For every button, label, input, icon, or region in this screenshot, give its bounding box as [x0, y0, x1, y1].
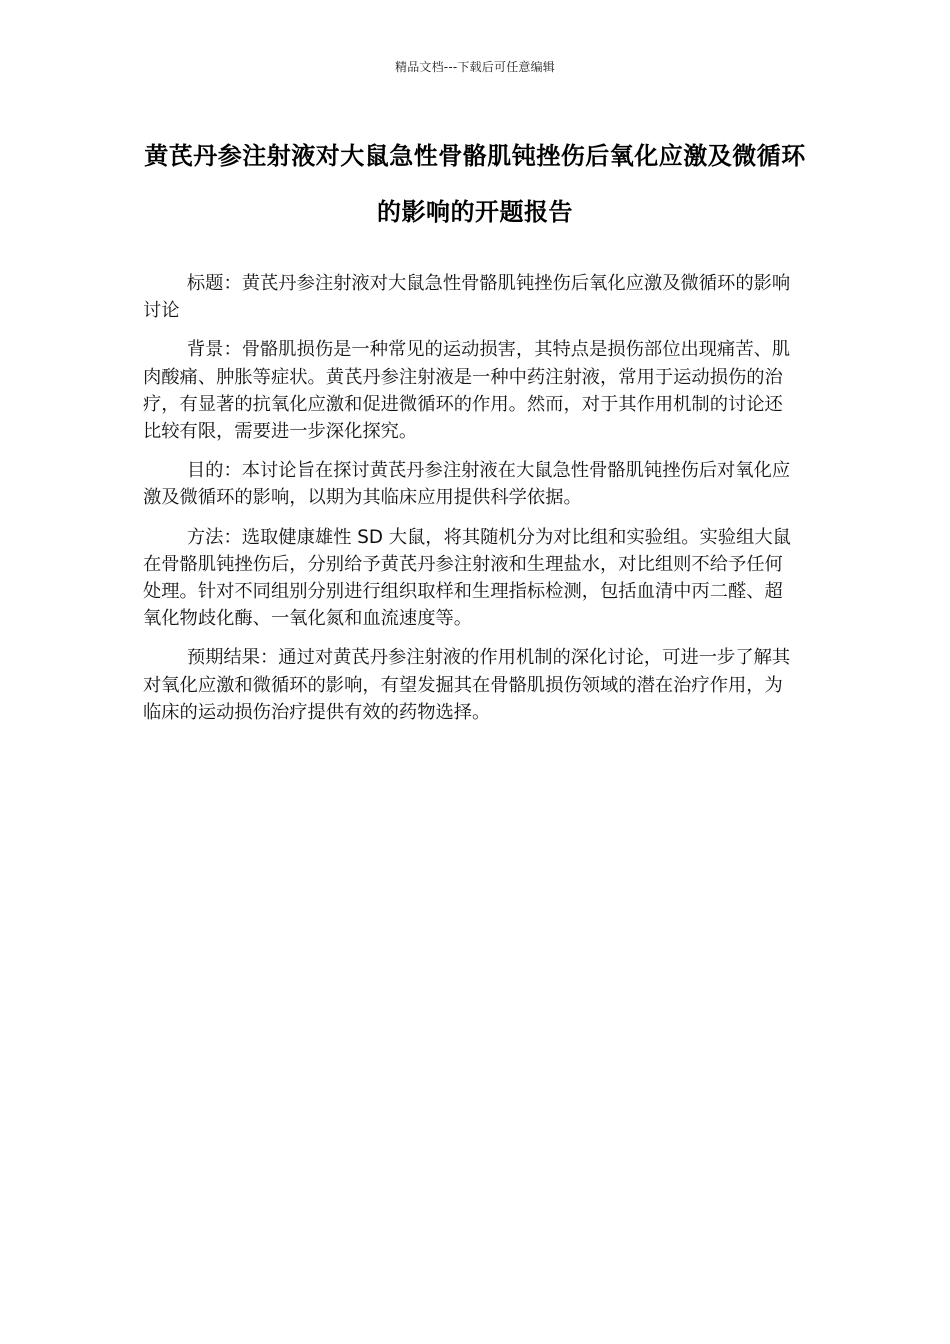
paragraph-objective: 目的：本讨论旨在探讨黄芪丹参注射液在大鼠急性骨骼肌钝挫伤后对氧化应激及微循环的影响，以期为其临床应用提供科学依据。 — [143, 460, 791, 509]
paragraph-expected-results: 预期结果：通过对黄芪丹参注射液的作用机制的深化讨论，可进一步了解其对氧化应激和微循环的影响，有望发掘其在骨骼肌损伤领域的潜在治疗作用，为临床的运动损伤治疗提供有效的药物选择。 — [143, 647, 791, 723]
page-header-note: 精品文档---下载后可任意编辑 — [395, 60, 555, 74]
paragraph-topic: 标题：黄芪丹参注射液对大鼠急性骨骼肌钝挫伤后氧化应激及微循环的影响讨论 — [143, 273, 791, 322]
paragraph-background: 背景：骨骼肌损伤是一种常见的运动损害，其特点是损伤部位出现痛苦、肌肉酸痛、肿胀等症状。黄芪丹参注射液是一种中药注射液，常用于运动损伤的治疗，有显著的抗氧化应激和促进微循环的作用。然而，对于其作用机制的讨论还比较有限，需要进一步深化探究。 — [143, 339, 791, 443]
paragraph-methods: 方法：选取健康雄性 SD 大鼠，将其随机分为对比组和实验组。实验组大鼠在骨骼肌钝挫伤后，分别给予黄芪丹参注射液和生理盐水，对比组则不给予任何处理。针对不同组别分别进行组织取样和生理指标检测，包括血清中丙二醛、超氧化物歧化酶、一氧化氮和血流速度等。 — [143, 526, 791, 630]
document-body — [143, 270, 797, 738]
document-title: 黄芪丹参注射液对大鼠急性骨骼肌钝挫伤后氧化应激及微循环的影响的开题报告 — [144, 142, 806, 226]
